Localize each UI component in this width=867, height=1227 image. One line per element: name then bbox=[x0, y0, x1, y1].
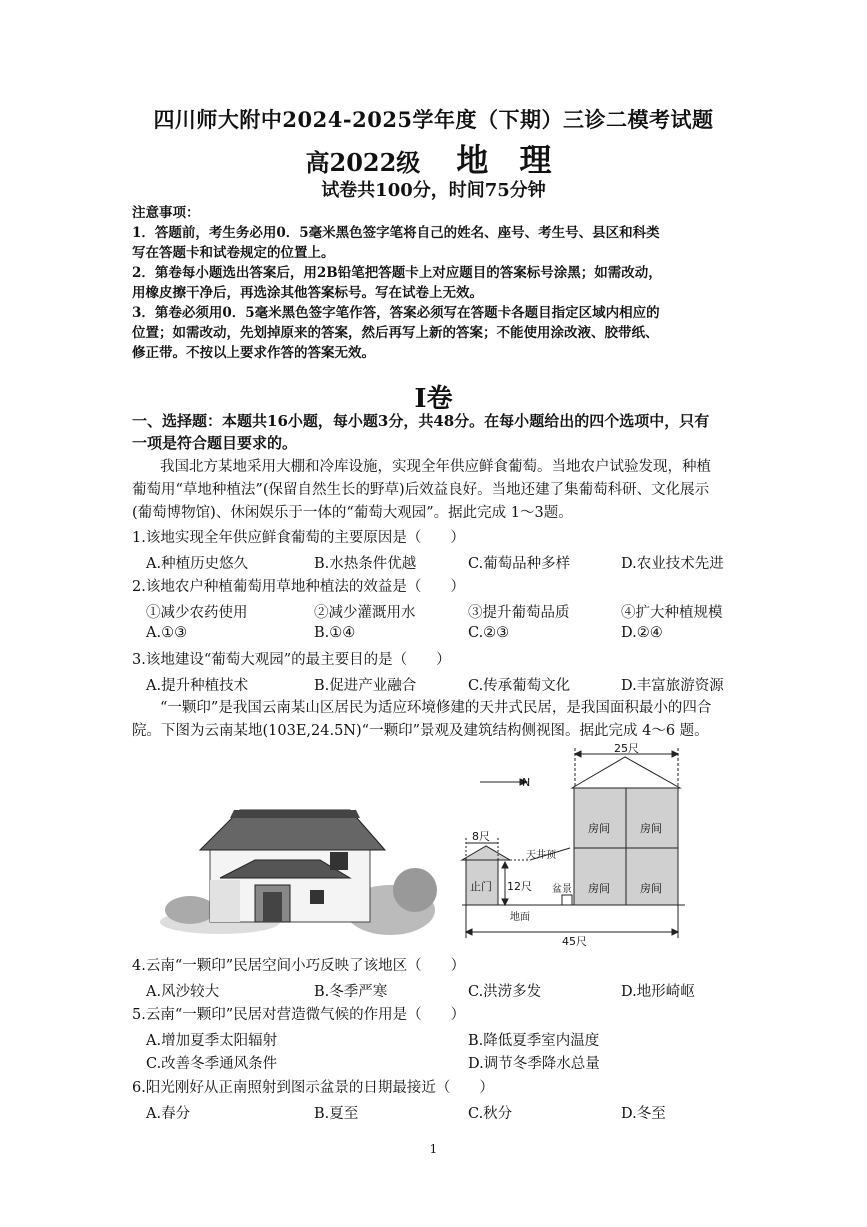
notice-line: 3．第卷必须用0．5毫米黑色签字笔作答，答案必须写在答题卡各题目指定区域内相应的 bbox=[132, 305, 660, 321]
notice-line: 1．答题前，考生务必用0．5毫米黑色签字笔将自己的姓名、座号、考生号、县区和科类 bbox=[132, 225, 660, 241]
option: C.②③ bbox=[468, 625, 510, 641]
option: A.①③ bbox=[146, 625, 188, 641]
north-label: N bbox=[522, 776, 531, 789]
option: D.调节冬季降水总量 bbox=[468, 1056, 600, 1072]
notice-line: 位置；如需改动，先划掉原来的答案，然后再写上新的答案；不能使用涂改液、胶带纸、 bbox=[132, 325, 659, 341]
option: C.洪涝多发 bbox=[468, 984, 542, 1000]
statement: ④扩大种植规模 bbox=[621, 605, 723, 621]
option: A.增加夏季太阳辐射 bbox=[146, 1033, 278, 1049]
notice-heading: 注意事项： bbox=[132, 205, 200, 221]
question-stem: 5.云南“一颗印”民居对营造微气候的作用是（ ） bbox=[132, 1007, 466, 1023]
option: C.传承葡萄文化 bbox=[468, 678, 571, 694]
passage-line: 葡萄用“草地种植法”(保留自然生长的野草)后效益良好。当地还建了集葡萄科研、文化展示 bbox=[132, 482, 710, 498]
subject-label: 地 理 bbox=[456, 141, 562, 179]
question-stem: 2.该地农户种植葡萄用草地种植法的效益是（ ） bbox=[132, 579, 465, 595]
statement: ③提升葡萄品质 bbox=[468, 605, 570, 621]
grade-label: 高2022级 bbox=[305, 148, 421, 177]
option: C.改善冬季通风条件 bbox=[146, 1056, 278, 1072]
option: D.地形崎岖 bbox=[621, 984, 695, 1000]
option: D.冬至 bbox=[621, 1106, 666, 1122]
ground-label: 地面 bbox=[510, 912, 530, 923]
passage-line: 我国北方某地采用大棚和冷库设施，实现全年供应鲜食葡萄。当地农户试验发现，种植 bbox=[160, 459, 711, 475]
question-stem: 6.阳光刚好从正南照射到图示盆景的日期最接近（ ） bbox=[132, 1080, 494, 1096]
dimension-45-label: 45尺 bbox=[562, 935, 587, 948]
notice-line: 写在答题卡和试卷规定的位置上。 bbox=[132, 245, 335, 261]
option: B.水热条件优越 bbox=[314, 556, 417, 572]
dimension-8-label: 8尺 bbox=[472, 830, 490, 843]
option: A.春分 bbox=[146, 1106, 191, 1122]
question-stem: 1.该地实现全年供应鲜食葡萄的主要原因是（ ） bbox=[132, 530, 465, 546]
option: A.风沙较大 bbox=[146, 984, 220, 1000]
room-label: 房间 bbox=[588, 822, 610, 835]
passage-line: (葡萄博物馆)、休闲娱乐于一体的“葡萄大观园”。据此完成 1～3题。 bbox=[132, 505, 573, 521]
dimension-25-label: 25尺 bbox=[614, 742, 639, 755]
gate-label: 止门 bbox=[470, 880, 492, 893]
option: B.降低夏季室内温度 bbox=[468, 1033, 600, 1049]
skylight-label: 天井顶 bbox=[526, 850, 556, 861]
passage-line: 院。下图为云南某地(103E,24.5N)“一颗印”景观及建筑结构侧视图。据此完成 4～6 题。 bbox=[132, 723, 709, 739]
exam-title: 四川师大附中2024-2025学年度（下期）三诊二模考试题 bbox=[153, 107, 714, 132]
room-label: 房间 bbox=[640, 882, 662, 895]
structure-diagram bbox=[460, 740, 690, 950]
option: D.农业技术先进 bbox=[621, 556, 724, 572]
notice-line: 修正带。不按以上要求作答的答案无效。 bbox=[132, 345, 375, 361]
section-intro: 一、选择题：本题共16小题，每小题3分，共48分。在每小题给出的四个选项中，只有 bbox=[132, 412, 710, 430]
notice-line: 2．第卷每小题选出答案后，用2B铅笔把答题卡上对应题目的答案标号涂黑；如需改动， bbox=[132, 265, 662, 281]
passage-line: “一颗印”是我国云南某山区居民为适应环境修建的天井式民居，是我国面积最小的四合 bbox=[160, 700, 712, 716]
option: D.②④ bbox=[621, 625, 663, 641]
statement: ②减少灌溉用水 bbox=[314, 605, 416, 621]
time-info: 试卷共100分，时间75分钟 bbox=[321, 180, 546, 201]
option: B.夏至 bbox=[314, 1106, 359, 1122]
option: C.葡萄品种多样 bbox=[468, 556, 571, 572]
option: A.提升种植技术 bbox=[146, 678, 249, 694]
room-label: 房间 bbox=[640, 822, 662, 835]
house-illustration bbox=[160, 790, 440, 940]
statement: ①减少农药使用 bbox=[146, 605, 248, 621]
question-stem: 4.云南“一颗印”民居空间小巧反映了该地区（ ） bbox=[132, 958, 466, 974]
dimension-12-label: 12尺 bbox=[507, 880, 532, 893]
page-number: 1 bbox=[429, 1142, 438, 1156]
notice-line: 用橡皮擦干净后，再选涂其他答案标号。写在试卷上无效。 bbox=[132, 285, 483, 301]
exam-subtitle bbox=[0, 135, 867, 181]
question-stem: 3.该地建设“葡萄大观园”的最主要目的是（ ） bbox=[132, 652, 451, 668]
bonsai-label: 盆景 bbox=[552, 884, 572, 895]
option: B.冬季严寒 bbox=[314, 984, 388, 1000]
option: B.①④ bbox=[314, 625, 356, 641]
section-title: I卷 bbox=[414, 384, 453, 414]
section-intro: 一项是符合题目要求的。 bbox=[132, 434, 298, 452]
option: A.种植历史悠久 bbox=[146, 556, 249, 572]
room-label: 房间 bbox=[588, 882, 610, 895]
option: C.秋分 bbox=[468, 1106, 513, 1122]
option: D.丰富旅游资源 bbox=[621, 678, 724, 694]
option: B.促进产业融合 bbox=[314, 678, 417, 694]
